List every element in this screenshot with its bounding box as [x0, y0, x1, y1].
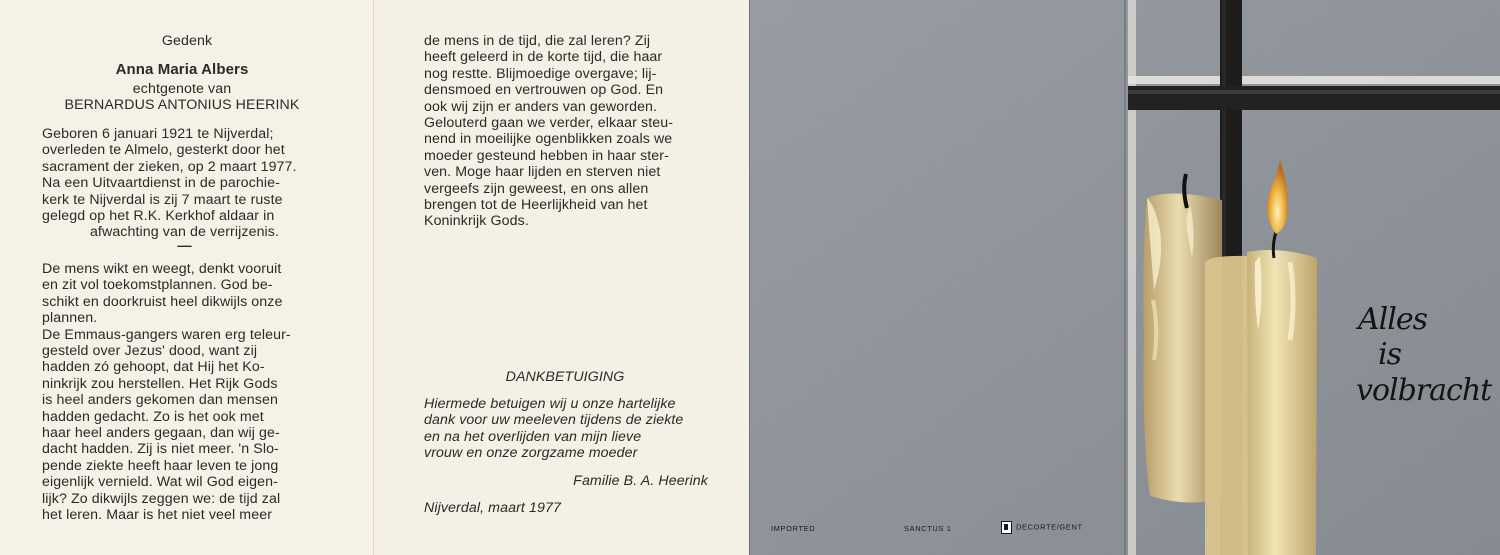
- cover-page: [750, 0, 1500, 555]
- meditation-line: en zit vol toekomstplannen. God be-: [42, 277, 273, 294]
- spouse-intro: echtgenote van: [132, 81, 232, 97]
- biography: [42, 126, 327, 241]
- meditation-line: schikt en doorkruist heel dikwijls onze: [42, 293, 283, 310]
- imprint-imported: IMPORTED: [771, 524, 816, 533]
- cover-script-line: is: [1378, 337, 1401, 372]
- bio-line: afwachting van de verrijzenis.: [89, 224, 280, 241]
- meditation-line: de mens in de tijd, die zal leren? Zij: [424, 33, 651, 49]
- meditation-line: Koninkrijk Gods.: [424, 213, 529, 230]
- meditation-continued: [424, 33, 709, 230]
- bio-line: sacrament der zieken, op 2 maart 1977.: [42, 158, 297, 175]
- thanks-line: en na het overlijden van mijn lieve: [424, 428, 642, 445]
- meditation-line: ninkrijk zou herstellen. Het Rijk Gods: [42, 375, 278, 392]
- meditation-line: Gelouterd gaan we verder, elkaar steu-: [424, 115, 674, 132]
- bio-line: Na een Uitvaartdienst in de parochie-: [42, 175, 280, 192]
- deceased-name: Anna Maria Albers: [115, 61, 249, 78]
- thanks-line: dank voor uw meeleven tijdens de ziekte: [424, 412, 684, 429]
- cover-illustration: [750, 0, 1500, 555]
- separator: —: [177, 238, 192, 254]
- bio-line: overleden te Almelo, gesterkt door het: [42, 142, 285, 159]
- publisher-name: DECORTE/GENT: [1016, 522, 1083, 532]
- meditation-line: het leren. Maar is het niet veel meer: [42, 507, 273, 524]
- meditation-line: pende ziekte heeft haar leven te jong: [42, 457, 279, 474]
- thanks-line: Hiermede betuigen wij u onze hartelijke: [424, 396, 676, 412]
- thanks-heading: DANKBETUIGING: [505, 369, 625, 385]
- imprint-publisher: [1001, 521, 1083, 534]
- left-page: [0, 0, 374, 555]
- thanks-line: vrouw en onze zorgzame moeder: [424, 445, 638, 462]
- meditation-line: De mens wikt en weegt, denkt vooruit: [42, 261, 282, 277]
- window-frame-horizontal: [1128, 76, 1500, 84]
- meditation-line: is heel anders gekomen dan mensen: [42, 392, 278, 409]
- cross-horizontal-beam: [1128, 86, 1500, 110]
- meditation-line: densmoed en vertrouwen op God. En: [424, 82, 664, 99]
- window-background: [750, 0, 1500, 555]
- meditation-line: hadden gedacht. Zo is het ook met: [42, 408, 264, 425]
- window-frame-shadow: [1124, 0, 1126, 555]
- bio-line: kerk te Nijverdal is zij 7 maart te ruste: [42, 191, 283, 208]
- family-signature: Familie B. A. Heerink: [573, 473, 708, 489]
- heading: Gedenk: [161, 33, 213, 49]
- cover-script-line: Alles: [1358, 302, 1428, 337]
- meditation-line: hadden zó gehoopt, dat Hij het Ko-: [42, 359, 265, 376]
- meditation-line: eigenlijk vernield. Wat wil God eigen-: [42, 474, 278, 491]
- meditation-line: De Emmaus-gangers waren erg teleur-: [42, 326, 291, 343]
- meditation-line: nend in moeilijke ogenblikken zoals we: [424, 131, 673, 148]
- meditation-line: vergeefs zijn geweest, en ons allen: [424, 180, 649, 197]
- meditation-line: ven. Moge haar lijden en sterven niet: [424, 164, 661, 181]
- meditation-line: haar heel anders gegaan, dan wij ge-: [42, 425, 280, 442]
- meditation-line: lijk? Zo dikwijls zeggen we: de tijd zal: [42, 490, 281, 507]
- cover-script-line: volbracht: [1356, 373, 1492, 408]
- bio-line: Geboren 6 januari 1921 te Nijverdal;: [42, 126, 274, 142]
- thanks-text: [424, 396, 714, 462]
- meditation-line: brengen tot de Heerlijkheid van het: [424, 197, 648, 214]
- imprint-sanctus: SANCTUS 1: [904, 524, 952, 533]
- meditation-line: dacht hadden. Zij is niet meer. 'n Slo-: [42, 441, 279, 458]
- middle-page: [374, 0, 750, 555]
- place-date: Nijverdal, maart 1977: [424, 500, 561, 516]
- bio-line: gelegd op het R.K. Kerkhof aldaar in: [42, 208, 275, 225]
- meditation: [42, 261, 327, 524]
- meditation-line: nog restte. Blijmoedige overgave; lij-: [424, 65, 657, 82]
- meditation-line: gesteld over Jezus' dood, want zij: [42, 343, 258, 360]
- meditation-line: moeder gesteund hebben in haar ster-: [424, 147, 669, 164]
- meditation-line: ook wij zijn er anders van geworden.: [424, 98, 658, 115]
- meditation-line: plannen.: [42, 310, 98, 327]
- spouse-name: BERNARDUS ANTONIUS HEERINK: [64, 97, 300, 113]
- meditation-line: heeft geleerd in de korte tijd, die haar: [424, 49, 663, 66]
- publisher-logo-icon: [1001, 521, 1012, 534]
